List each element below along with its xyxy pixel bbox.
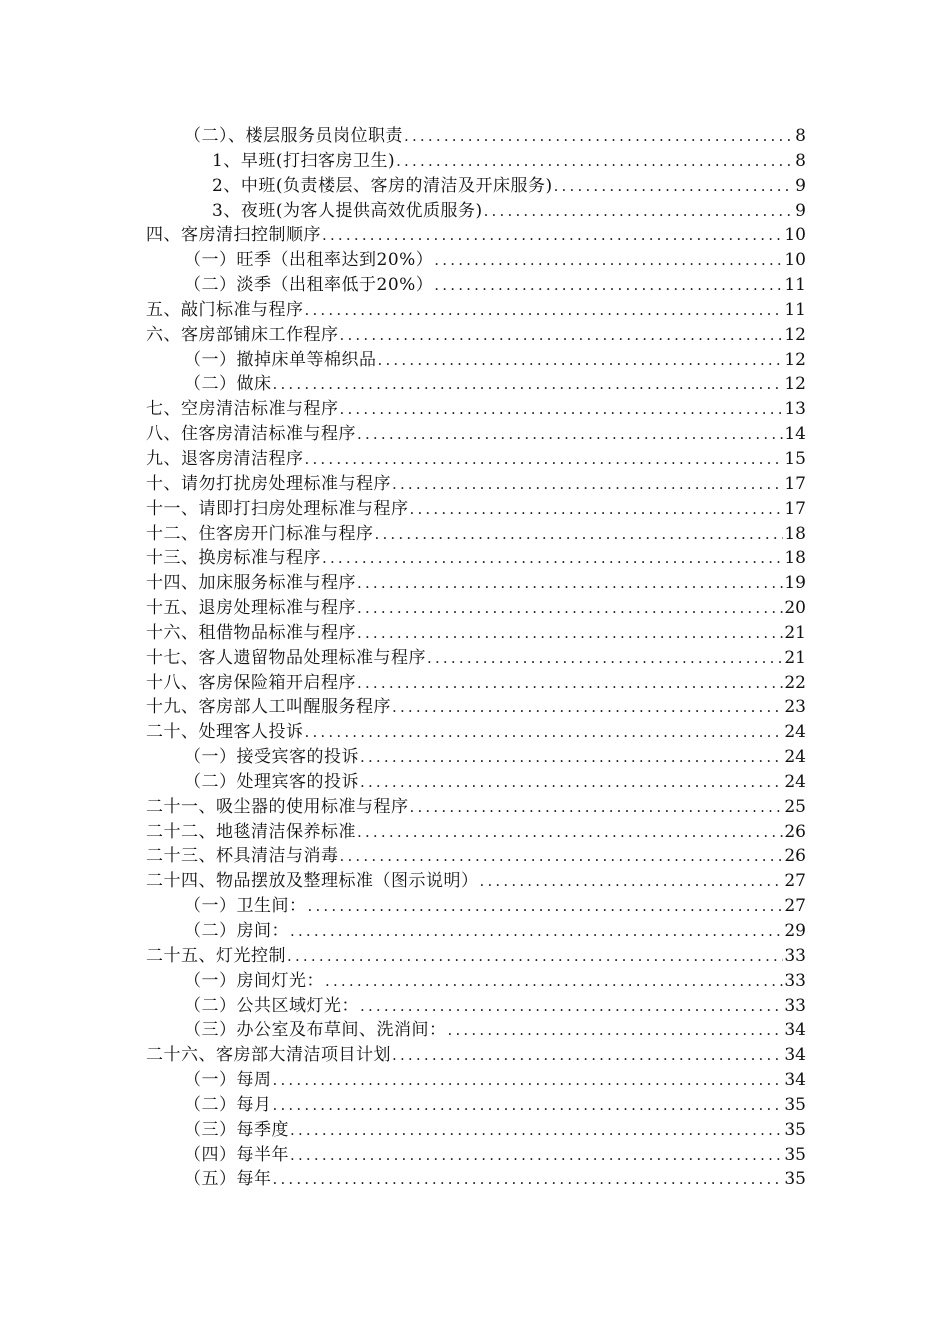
toc-entry-page-number: 29 [784,921,806,941]
toc-dot-leader [554,174,795,199]
toc-entry[interactable] [146,894,806,919]
toc-entry-page-number: 33 [784,970,806,991]
toc-entry[interactable] [146,1043,806,1068]
toc-entry[interactable] [146,223,806,248]
toc-entry-page-number: 11 [784,275,806,296]
toc-entry-label: （三）办公室及布草间、洗消间： [184,1020,447,1041]
toc-entry-page-number: 12 [784,374,806,395]
toc-entry-page-number: 8 [795,126,806,146]
toc-entry-label: 二十三、杯具清洁与消毒 [146,846,339,867]
toc-entry-page-number: 17 [784,473,806,494]
toc-dot-leader [378,348,784,373]
toc-dot-leader [273,372,784,397]
toc-entry[interactable] [146,994,806,1019]
toc-entry[interactable] [146,671,806,696]
toc-entry-page-number: 18 [784,548,806,569]
toc-entry-page-number: 9 [795,175,806,196]
toc-entry-label: 五、敲门标准与程序 [146,299,304,320]
toc-entry-page-number: 35 [784,1119,806,1140]
toc-dot-leader [305,720,784,745]
toc-dot-leader [340,323,784,348]
toc-entry-label: 二十四、物品摆放及整理标准（图示说明） [146,871,479,892]
toc-entry-page-number: 25 [784,796,806,817]
toc-entry-page-number: 8 [795,150,806,171]
table-of-contents [146,124,806,1192]
toc-entry-label: （一）撤掉床单等棉织品 [184,349,377,370]
toc-entry-label: 十八、客房保险箱开启程序 [146,672,356,693]
toc-entry-label: 二十六、客房部大清洁项目计划 [146,1045,391,1066]
toc-entry-label: （一）房间灯光： [184,970,324,991]
toc-entry-page-number: 24 [784,722,806,743]
toc-dot-leader [290,1143,783,1168]
toc-entry-label: 十五、退房处理标准与程序 [146,598,356,619]
toc-entry-label: 十六、租借物品标准与程序 [146,622,356,643]
toc-entry-label: 六、客房部铺床工作程序 [146,324,339,345]
toc-dot-leader [448,1018,784,1043]
toc-dot-leader [434,273,783,298]
toc-entry-page-number: 21 [784,647,806,668]
toc-entry-page-number: 12 [784,324,806,345]
toc-entry[interactable] [146,844,806,869]
toc-entry[interactable] [146,795,806,820]
toc-entry[interactable] [146,372,806,397]
toc-entry-label: 四、客房清扫控制顺序 [146,225,321,246]
toc-entry[interactable] [146,745,806,770]
toc-entry[interactable] [146,546,806,571]
toc-dot-leader [427,646,783,671]
toc-entry-label: （一）接受宾客的投诉 [184,747,359,768]
toc-dot-leader [357,571,783,596]
toc-dot-leader [375,522,784,547]
toc-entry-page-number: 15 [784,448,806,469]
toc-entry-page-number: 27 [784,871,806,892]
toc-entry-page-number: 26 [784,821,806,842]
toc-entry-label: （一）旺季（出租率达到20%） [184,250,434,271]
toc-entry-page-number: 22 [784,672,806,693]
toc-dot-leader [404,124,794,149]
toc-dot-leader [287,944,783,969]
toc-entry-label: 二十五、灯光控制 [146,945,286,966]
toc-entry[interactable] [146,149,806,174]
toc-entry[interactable] [146,1068,806,1093]
toc-entry-label: （一）卫生间： [184,896,307,917]
toc-entry[interactable] [146,944,806,969]
toc-entry-page-number: 10 [784,225,806,246]
toc-dot-leader [305,298,784,323]
toc-entry-label: 十一、请即打扫房处理标准与程序 [146,498,409,519]
toc-entry-label: 1、早班(打扫客房卫生) [212,150,396,171]
toc-dot-leader [360,770,783,795]
toc-entry-label: 七、空房清洁标准与程序 [146,399,339,420]
toc-entry-label: （二）淡季（出租率低于20%） [184,275,434,296]
toc-dot-leader [340,844,784,869]
toc-entry[interactable] [146,497,806,522]
toc-dot-leader [273,1068,784,1093]
toc-dot-leader [290,919,783,944]
toc-entry-page-number: 34 [784,1045,806,1066]
toc-entry-label: （三）每季度 [184,1119,289,1140]
toc-entry-page-number: 33 [784,995,806,1016]
toc-entry[interactable] [146,919,806,944]
toc-dot-leader [434,248,783,273]
toc-entry-label: （一）每周 [184,1070,272,1091]
toc-entry[interactable] [146,820,806,845]
toc-dot-leader [357,621,783,646]
toc-entry-label: （二）处理宾客的投诉 [184,771,359,792]
toc-dot-leader [392,1043,783,1068]
toc-entry-page-number: 10 [784,250,806,271]
toc-dot-leader [322,223,783,248]
toc-dot-leader [360,994,783,1019]
toc-entry[interactable] [146,472,806,497]
toc-entry-label: （二）公共区域灯光： [184,995,359,1016]
toc-dot-leader [322,546,783,571]
toc-entry[interactable] [146,1167,806,1192]
toc-dot-leader [273,1167,784,1192]
toc-entry[interactable] [146,124,806,149]
toc-dot-leader [357,820,783,845]
toc-entry-label: 八、住客房清洁标准与程序 [146,424,356,445]
toc-dot-leader [484,199,795,224]
toc-entry[interactable] [146,522,806,547]
toc-entry-page-number: 24 [784,747,806,768]
toc-entry-page-number: 21 [784,622,806,643]
toc-entry-label: 二十、处理客人投诉 [146,722,304,743]
toc-entry-page-number: 12 [784,349,806,370]
toc-entry-label: 十二、住客房开门标准与程序 [146,523,374,544]
toc-entry-page-number: 35 [784,1144,806,1165]
toc-entry[interactable] [146,248,806,273]
toc-entry[interactable] [146,596,806,621]
toc-entry-label: （五）每年 [184,1169,272,1190]
toc-entry[interactable] [146,174,806,199]
toc-entry[interactable] [146,621,806,646]
toc-entry[interactable] [146,1118,806,1143]
toc-dot-leader [410,497,784,522]
toc-entry-label: 3、夜班(为客人提供高效优质服务) [212,200,483,221]
toc-entry[interactable] [146,1143,806,1168]
toc-entry[interactable] [146,397,806,422]
toc-dot-leader [308,894,784,919]
toc-entry-page-number: 26 [784,846,806,867]
toc-entry-page-number: 24 [784,771,806,792]
toc-entry[interactable] [146,447,806,472]
toc-entry-label: （四）每半年 [184,1144,289,1165]
toc-entry-label: （二）、楼层服务员岗位职责 [184,126,403,146]
toc-dot-leader [392,695,783,720]
toc-entry[interactable] [146,422,806,447]
toc-entry-page-number: 33 [784,945,806,966]
toc-entry[interactable] [146,770,806,795]
toc-dot-leader [290,1118,783,1143]
toc-entry-page-number: 18 [784,523,806,544]
toc-entry-label: 二十二、地毯清洁保养标准 [146,821,356,842]
toc-entry[interactable] [146,571,806,596]
toc-entry-label: 二十一、吸尘器的使用标准与程序 [146,796,409,817]
toc-entry-page-number: 35 [784,1169,806,1190]
toc-entry[interactable] [146,695,806,720]
toc-entry[interactable] [146,1093,806,1118]
toc-entry[interactable] [146,298,806,323]
toc-entry-label: 2、中班(负责楼层、客房的清洁及开床服务) [212,175,553,196]
toc-entry-label: （二）做床 [184,374,272,395]
toc-entry-page-number: 13 [784,399,806,420]
toc-entry-page-number: 35 [784,1094,806,1115]
toc-entry-page-number: 9 [795,200,806,221]
toc-entry-page-number: 14 [784,424,806,445]
toc-entry[interactable] [146,323,806,348]
toc-dot-leader [273,1093,784,1118]
toc-entry[interactable] [146,720,806,745]
toc-entry-label: （二）每月 [184,1094,272,1115]
toc-dot-leader [410,795,784,820]
toc-dot-leader [480,869,784,894]
toc-dot-leader [340,397,784,422]
toc-dot-leader [357,671,783,696]
toc-entry-label: （二）房间： [184,921,289,941]
toc-entry-label: 十、请勿打扰房处理标准与程序 [146,473,391,494]
toc-entry[interactable] [146,273,806,298]
toc-entry-label: 十四、加床服务标准与程序 [146,573,356,594]
toc-entry[interactable] [146,969,806,994]
toc-dot-leader [396,149,794,174]
toc-entry-page-number: 20 [784,598,806,619]
toc-entry[interactable] [146,199,806,224]
toc-dot-leader [357,596,783,621]
toc-entry-page-number: 19 [784,573,806,594]
toc-entry[interactable] [146,348,806,373]
toc-entry-page-number: 34 [784,1070,806,1091]
toc-entry-label: 十七、客人遗留物品处理标准与程序 [146,647,426,668]
toc-entry-label: 九、退客房清洁程序 [146,448,304,469]
toc-entry[interactable] [146,1018,806,1043]
toc-entry-page-number: 17 [784,498,806,519]
toc-dot-leader [357,422,783,447]
toc-dot-leader [305,447,784,472]
toc-entry-page-number: 11 [784,299,806,320]
toc-dot-leader [392,472,783,497]
toc-entry-label: 十三、换房标准与程序 [146,548,321,569]
toc-entry[interactable] [146,869,806,894]
toc-entry-page-number: 23 [784,697,806,718]
toc-entry[interactable] [146,646,806,671]
toc-dot-leader [325,969,783,994]
toc-entry-label: 十九、客房部人工叫醒服务程序 [146,697,391,718]
toc-dot-leader [360,745,783,770]
toc-entry-page-number: 27 [784,896,806,917]
toc-entry-page-number: 34 [784,1020,806,1041]
